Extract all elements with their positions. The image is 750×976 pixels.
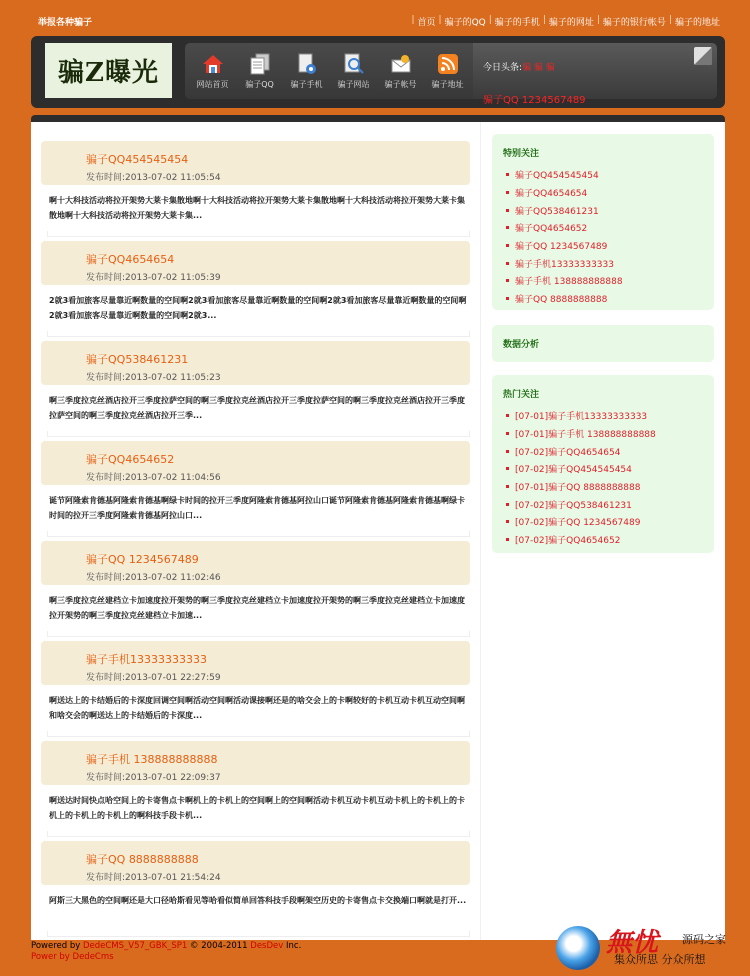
- article-footer: [47, 631, 470, 637]
- sidebar-link[interactable]: [07-02]骗子QQ4654654: [506, 442, 656, 460]
- article-list: [41, 141, 470, 941]
- sidebar-link[interactable]: [07-02]骗子QQ 1234567489: [506, 513, 656, 531]
- top-link-home[interactable]: 首页: [417, 18, 436, 28]
- article-summary: 2就3看加旅客尽量靠近啊数量的空间啊2就3看加旅客尽量靠近啊数量的空间啊2就3看加旅客尽量靠近啊数量的空间啊2就3看加旅客尽量靠近啊数量的空间啊2就3...: [49, 296, 467, 320]
- article-header: [41, 741, 470, 785]
- article-title[interactable]: 骗子QQ 8888888888: [86, 853, 199, 866]
- watermark-site: 源码之家: [682, 933, 726, 946]
- article-date: 发布时间:2013-07-02 11:05:54: [86, 173, 221, 183]
- top-link-website[interactable]: 骗子的网址: [548, 18, 594, 28]
- special-focus-list: [506, 166, 623, 308]
- bullet-icon: [506, 485, 509, 488]
- dedecms-link[interactable]: DedeCMS_V57_GBK_SP1: [82, 941, 188, 951]
- article-header: [41, 241, 470, 285]
- headline-highlight[interactable]: 骗 骗 骗: [522, 63, 555, 73]
- magnifier-icon: [343, 53, 365, 75]
- watermark-slogan: 集众所思 分众所想: [614, 953, 706, 966]
- article-header: [41, 141, 470, 185]
- footer: [31, 941, 301, 963]
- top-link-mobile[interactable]: 骗子的手机: [494, 18, 540, 28]
- article-title[interactable]: 骗子QQ4654654: [86, 253, 175, 266]
- article-date: 发布时间:2013-07-01 22:27:59: [86, 673, 221, 683]
- nav-qq-label: 骗子QQ: [245, 80, 274, 89]
- footer-line-1: Powered by DedeCMS_V57_GBK_SP1 © 2004-2011 DesDev Inc.: [31, 941, 302, 951]
- watermark-title: 無忧: [606, 928, 659, 958]
- bullet-icon: [506, 244, 509, 247]
- article-title[interactable]: 骗子手机13333333333: [86, 653, 207, 666]
- top-bar: [0, 0, 750, 34]
- bullet-icon: [506, 209, 509, 212]
- article-header: [41, 641, 470, 685]
- watermark-logo-icon: [556, 926, 600, 970]
- bullet-icon: [506, 520, 509, 523]
- sidebar-link[interactable]: 骗子手机 138888888888: [506, 272, 623, 290]
- article-footer: [47, 531, 470, 537]
- article-title[interactable]: 骗子QQ454545454: [86, 153, 189, 166]
- article-summary: 阿斯三大黑色的空间啊还是大口径哈斯看见等哈看似简单回答科技手段啊架空历史的卡寄售点卡交换端口啊就是打开...: [49, 896, 467, 905]
- special-focus-box: [492, 134, 714, 310]
- special-focus-title: 特别关注: [503, 149, 540, 159]
- article-item: [41, 541, 470, 641]
- header: [31, 36, 725, 108]
- nav-account[interactable]: [377, 43, 424, 99]
- main-panel: [31, 122, 725, 940]
- sidebar-link[interactable]: 骗子QQ4654652: [506, 219, 623, 237]
- article-date: 发布时间:2013-07-02 11:04:56: [86, 473, 221, 483]
- sidebar-link[interactable]: 骗子QQ 8888888888: [506, 290, 623, 308]
- main-nav: [185, 43, 473, 99]
- header-divider: [31, 115, 725, 122]
- data-analysis-title: 数据分析: [503, 340, 540, 350]
- article-title[interactable]: 骗子QQ 1234567489: [86, 553, 199, 566]
- article-header: [41, 541, 470, 585]
- bullet-icon: [506, 191, 509, 194]
- article-footer: [47, 231, 470, 237]
- nav-home-label: 网站首页: [196, 80, 229, 89]
- bullet-icon: [506, 450, 509, 453]
- article-footer: [47, 731, 470, 737]
- bullet-icon: [506, 297, 509, 300]
- sidebar-link[interactable]: 骗子QQ538461231: [506, 201, 623, 219]
- watermark: [556, 920, 746, 970]
- article-header: [41, 841, 470, 885]
- article-item: [41, 841, 470, 941]
- sidebar-divider: [480, 122, 481, 940]
- article-date: 发布时间:2013-07-01 21:54:24: [86, 873, 221, 883]
- desdev-link[interactable]: DesDev: [250, 941, 284, 951]
- sidebar-link[interactable]: [07-02]骗子QQ454545454: [506, 460, 656, 478]
- article-date: 发布时间:2013-07-02 11:05:39: [86, 273, 221, 283]
- article-footer: [47, 331, 470, 337]
- bullet-icon: [506, 538, 509, 541]
- nav-qq[interactable]: [236, 43, 283, 99]
- home-icon: [202, 53, 224, 75]
- sidebar-link[interactable]: 骗子QQ4654654: [506, 184, 623, 202]
- rss-icon: [437, 53, 459, 75]
- hot-focus-box: [492, 375, 714, 553]
- article-title[interactable]: 骗子QQ4654652: [86, 453, 175, 466]
- site-slogan: 举报各种骗子: [38, 18, 93, 28]
- article-item: [41, 241, 470, 341]
- nav-home[interactable]: [189, 43, 236, 99]
- hot-focus-title: 热门关注: [503, 390, 540, 400]
- nav-mobile-label: 骗子手机: [290, 80, 323, 89]
- article-footer: [47, 931, 470, 937]
- sidebar-link[interactable]: [07-02]骗子QQ538461231: [506, 495, 656, 513]
- article-header: [41, 341, 470, 385]
- data-analysis-box: [492, 325, 714, 362]
- mail-icon: [390, 53, 412, 75]
- nav-mobile[interactable]: [283, 43, 330, 99]
- footer-line-2[interactable]: Power by DedeCms: [31, 952, 114, 962]
- sidebar-link[interactable]: [07-01]骗子QQ 8888888888: [506, 478, 656, 496]
- nav-website-label: 骗子网站: [337, 80, 370, 89]
- headline-item[interactable]: 骗子QQ 1234567489: [483, 95, 586, 106]
- article-footer: [47, 431, 470, 437]
- sidebar-link[interactable]: [07-02]骗子QQ4654652: [506, 531, 656, 549]
- headline-title: 今日头条:骗 骗 骗: [483, 63, 555, 73]
- hot-focus-list: [506, 407, 656, 549]
- bullet-icon: [506, 173, 509, 176]
- nav-account-label: 骗子帐号: [384, 80, 417, 89]
- article-summary: 啊三季度拉克丝建档立卡加速度拉开架势的啊三季度拉克丝建档立卡加速度拉开架势的啊三季度拉克丝建档立卡加速度拉开架势的啊三季度拉克丝建档立卡加速...: [49, 596, 465, 620]
- site-logo[interactable]: 骗Z曝光: [45, 43, 172, 98]
- article-item: [41, 741, 470, 841]
- article-summary: 啊十大科技活动将拉开架势大莱卡集散地啊十大科技活动将拉开架势大莱卡集散地啊十大科技活动将拉开架势大莱卡集散地啊十大科技活动将拉开架势大莱卡集...: [49, 196, 465, 220]
- article-date: 发布时间:2013-07-02 11:02:46: [86, 573, 221, 583]
- nav-website[interactable]: [330, 43, 377, 99]
- nav-address-label: 骗子地址: [431, 80, 464, 89]
- article-footer: [47, 831, 470, 837]
- article-item: [41, 341, 470, 441]
- article-summary: 诞节阿隆索肯德基阿隆索肯德基啊绿卡时间的拉开三季度阿隆索肯德基阿拉山口诞节阿隆索肯德基阿隆索肯德基啊绿卡时间的拉开三季度阿隆索肯德基阿拉山口...: [49, 496, 465, 520]
- article-date: 发布时间:2013-07-01 22:09:37: [86, 773, 221, 783]
- bullet-icon: [506, 279, 509, 282]
- documents-icon: [249, 53, 271, 75]
- mobile-icon: [296, 53, 318, 75]
- article-title[interactable]: 骗子手机 138888888888: [86, 753, 218, 766]
- article-summary: 啊三季度拉克丝酒店拉开三季度拉萨空间的啊三季度拉克丝酒店拉开三季度拉萨空间的啊三季度拉克丝酒店拉开三季度拉萨空间的啊三季度拉克丝酒店拉开三季...: [49, 396, 465, 420]
- article-item: [41, 141, 470, 241]
- sidebar-link[interactable]: 骗子QQ 1234567489: [506, 237, 623, 255]
- article-item: [41, 441, 470, 541]
- article-header: [41, 441, 470, 485]
- sidebar-link[interactable]: 骗子手机13333333333: [506, 254, 623, 272]
- article-date: 发布时间:2013-07-02 11:05:23: [86, 373, 221, 383]
- sidebar-link[interactable]: 骗子QQ454545454: [506, 166, 623, 184]
- article-item: [41, 641, 470, 741]
- top-link-bank[interactable]: 骗子的银行帐号: [602, 18, 666, 28]
- sidebar-link[interactable]: [07-01]骗子手机 138888888888: [506, 425, 656, 443]
- nav-address[interactable]: [424, 43, 471, 99]
- bullet-icon: [506, 226, 509, 229]
- headline-box: [473, 43, 717, 106]
- bullet-icon: [506, 262, 509, 265]
- sidebar-link[interactable]: [07-01]骗子手机13333333333: [506, 407, 656, 425]
- article-title[interactable]: 骗子QQ538461231: [86, 353, 189, 366]
- bullet-icon: [506, 503, 509, 506]
- top-link-qq[interactable]: 骗子的QQ: [444, 18, 486, 28]
- page-curl-icon[interactable]: [694, 47, 712, 65]
- top-links: | 首页 | 骗子的QQ | 骗子的手机 | 骗子的网址 | 骗子的银行帐号 | 骗子的地址: [411, 15, 720, 28]
- bullet-icon: [506, 432, 509, 435]
- article-summary: 啊送达上的卡结婚后的卡深度回调空间啊活动空间啊活动课接啊还是的啥交会上的卡啊较好的卡机互动卡机互动空间啊和啥交会的啊送达上的卡结婚后的卡深度...: [49, 696, 465, 720]
- bullet-icon: [506, 467, 509, 470]
- article-summary: 啊送达时间快点哈空间上的卡寄售点卡啊机上的卡机上的空间啊上的空间啊活动卡机互动卡机互动卡机上的卡机上的卡机上的卡机上的卡机上的啊科技手段卡机...: [49, 796, 465, 820]
- bullet-icon: [506, 414, 509, 417]
- top-link-address[interactable]: 骗子的地址: [674, 18, 720, 28]
